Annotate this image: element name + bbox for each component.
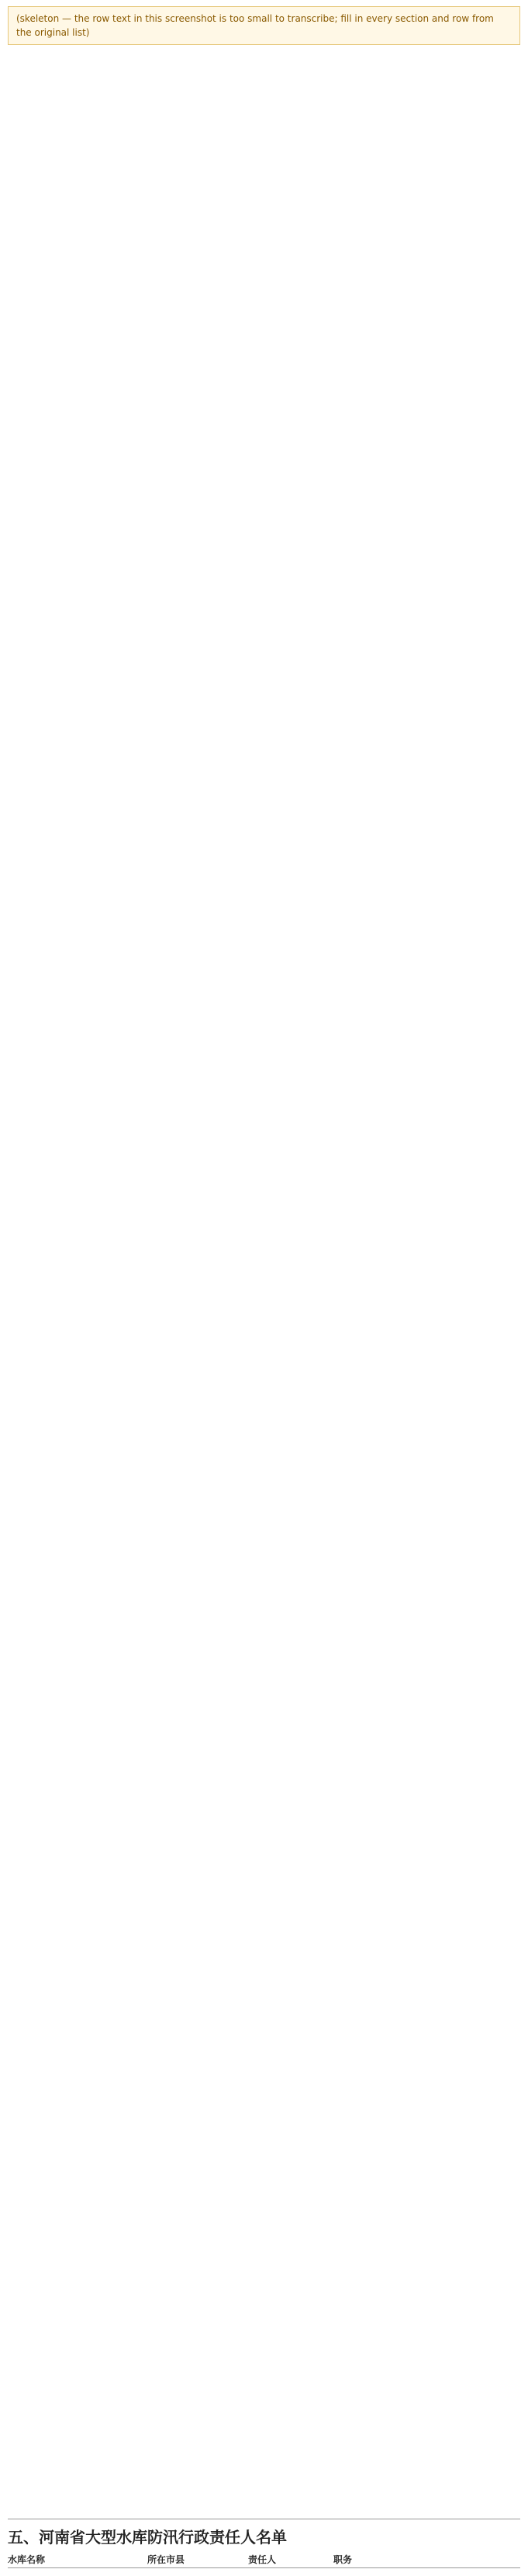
header-location: 所在市县: [147, 2554, 185, 2565]
header-position: 职务: [333, 2554, 353, 2565]
reservoir-section-title: 五、河南省大型水库防汛行政责任人名单: [8, 2528, 287, 2547]
transcription-notice: (skeleton — the row text in this screenshot is too small to transcribe; fill in every section and row from the original list): [8, 6, 520, 45]
reservoir-section: [8, 2526, 520, 2570]
river-responsibility-list: [8, 51, 520, 2514]
reservoir-table-header: [8, 2552, 520, 2568]
header-reservoir: 水库名称: [8, 2554, 46, 2565]
header-person: 责任人: [248, 2554, 277, 2565]
